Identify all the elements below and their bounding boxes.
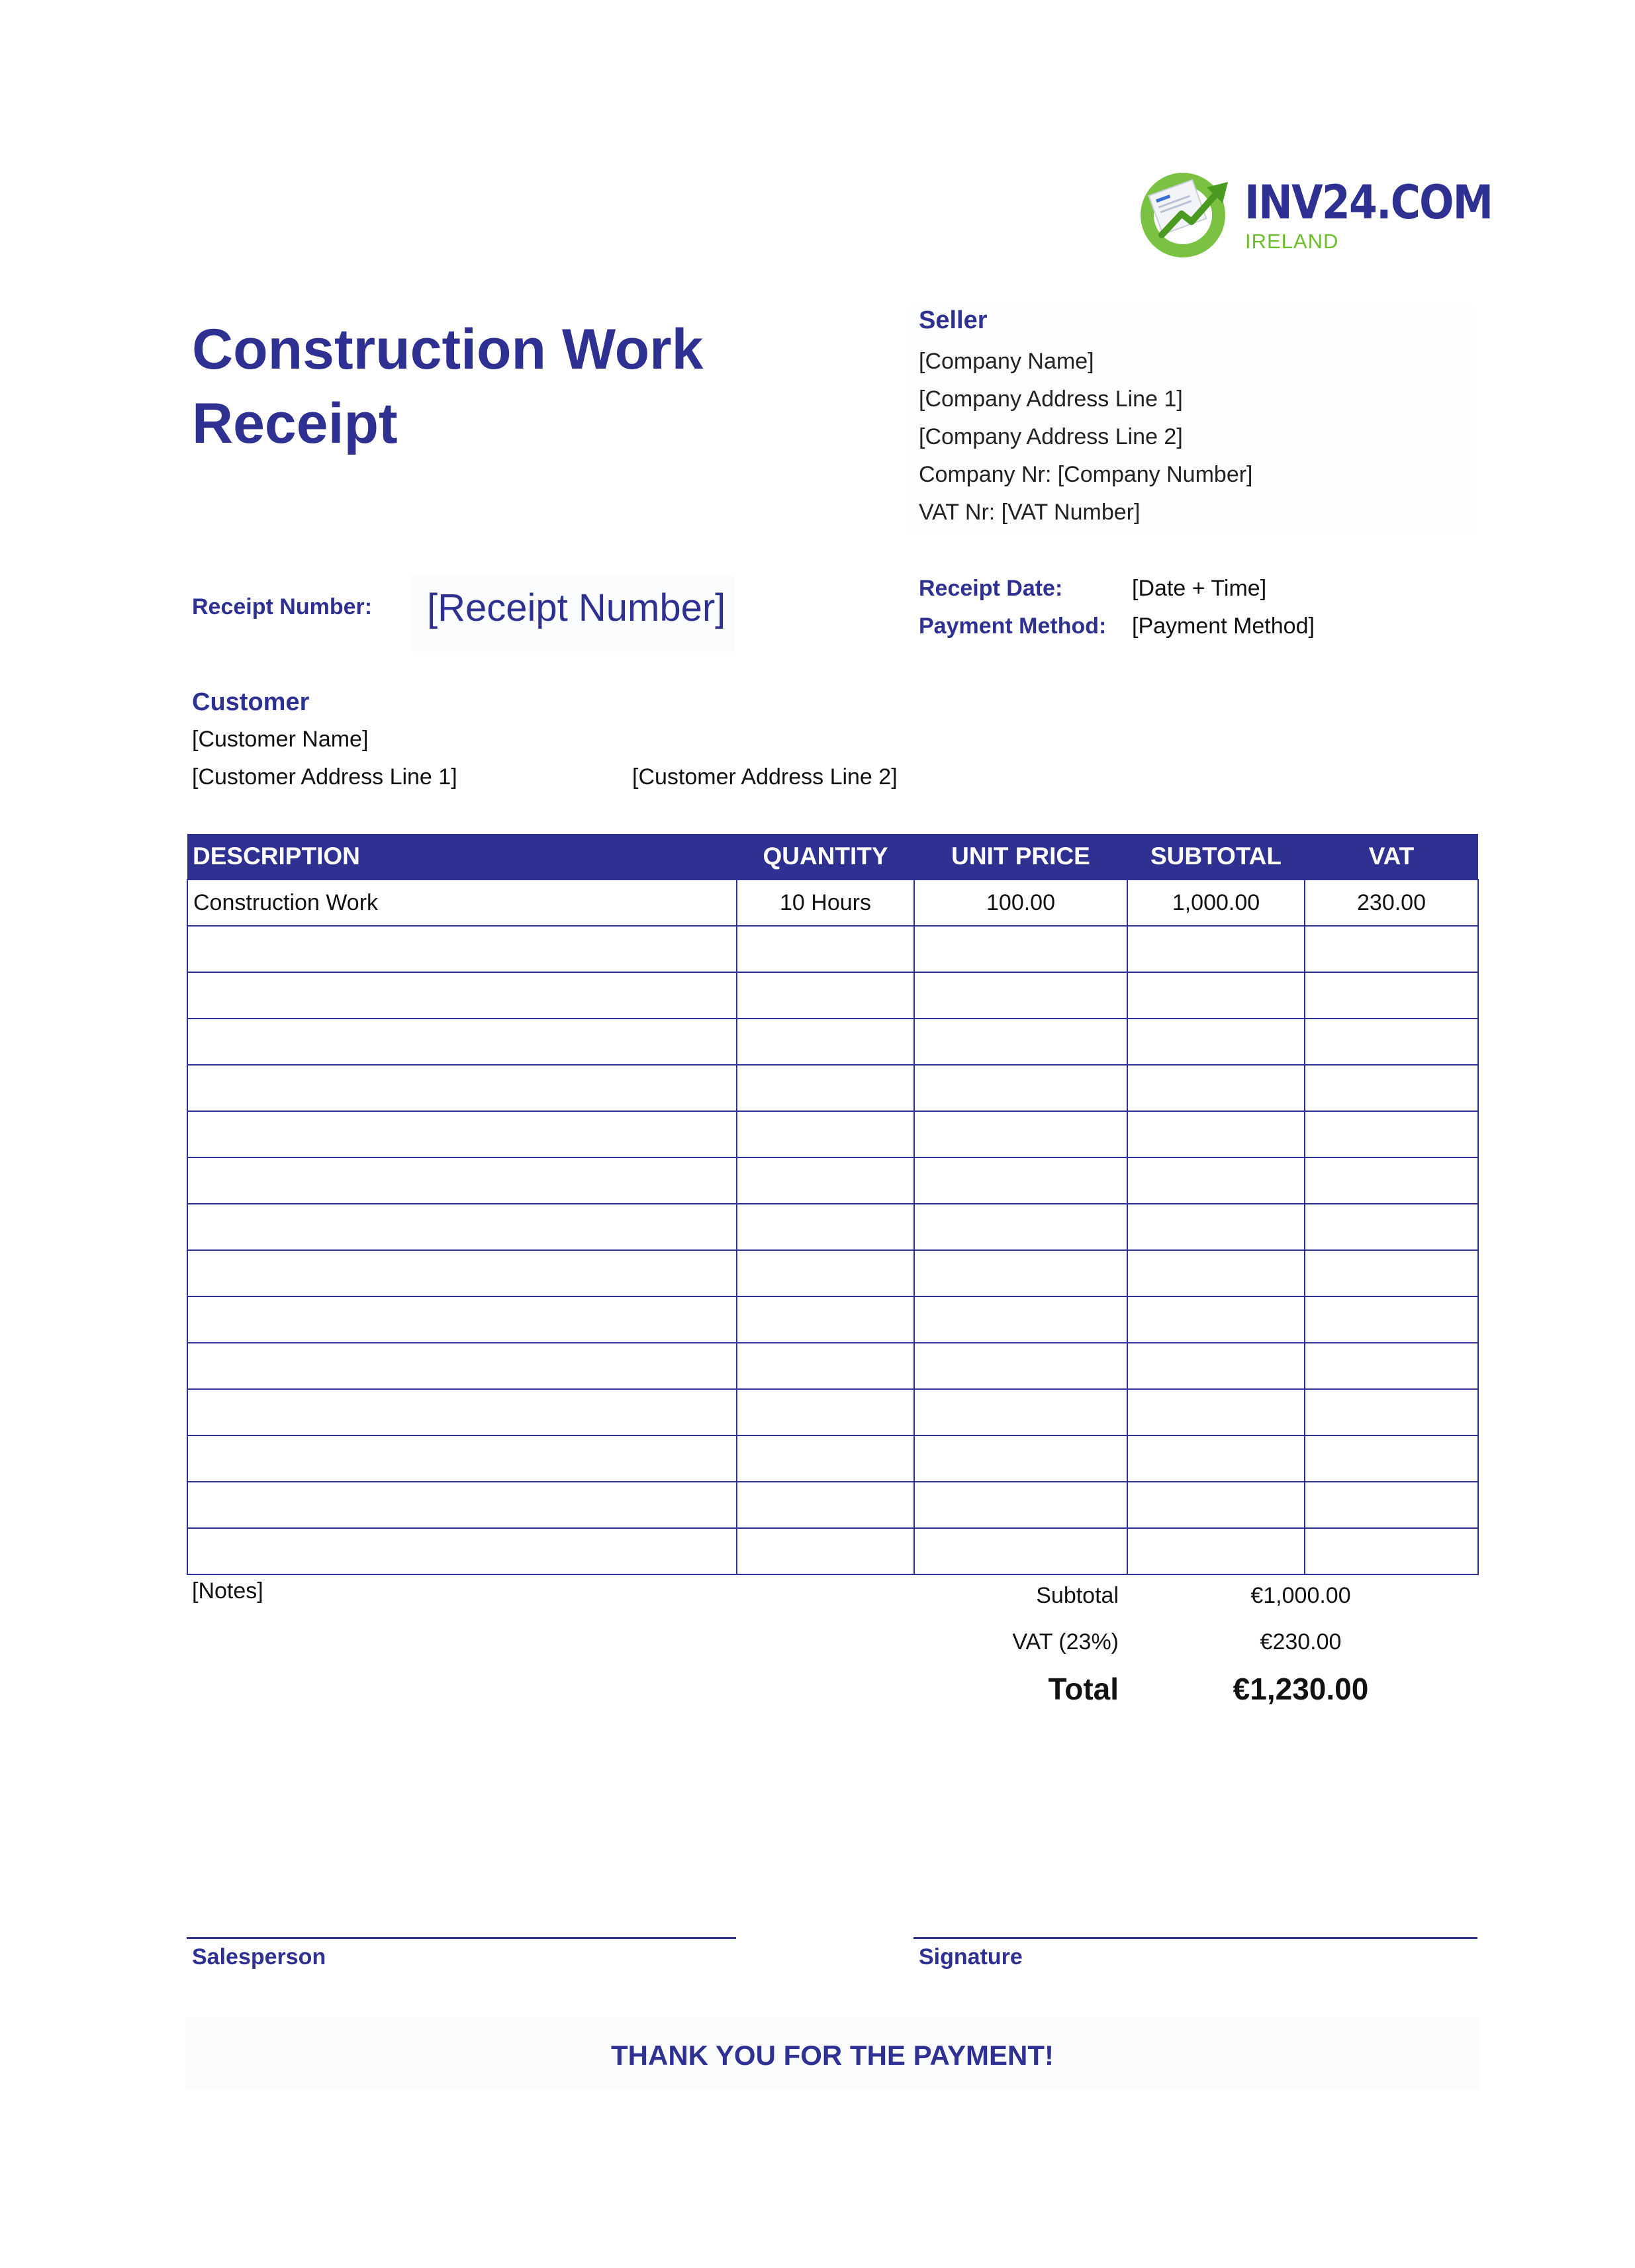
- logo-brand: INV24.COM: [1244, 175, 1493, 230]
- cell-quantity: [737, 1111, 914, 1157]
- cell-description: [187, 1435, 737, 1482]
- cell-vat: 230.00: [1305, 880, 1478, 926]
- cell-unit-price: [914, 926, 1127, 972]
- seller-heading: Seller: [919, 306, 988, 334]
- table-row: [187, 1435, 1478, 1482]
- cell-subtotal: [1127, 1157, 1305, 1204]
- salesperson-label: Salesperson: [192, 1944, 326, 1970]
- cell-description: [187, 1250, 737, 1296]
- cell-quantity: [737, 1019, 914, 1065]
- cell-unit-price: [914, 1435, 1127, 1482]
- seller-vat-number: VAT Nr: [VAT Number]: [919, 500, 1141, 525]
- column-header-description: DESCRIPTION: [187, 834, 737, 880]
- cell-description: [187, 1482, 737, 1528]
- receipt-date-label: Receipt Date:: [919, 576, 1063, 601]
- cell-vat: [1305, 972, 1478, 1019]
- payment-method-value: [Payment Method]: [1132, 613, 1315, 639]
- table-row: [187, 1389, 1478, 1435]
- cell-subtotal: [1127, 1204, 1305, 1250]
- cell-subtotal: [1127, 1019, 1305, 1065]
- seller-address-1: [Company Address Line 1]: [919, 386, 1183, 412]
- cell-unit-price: [914, 1389, 1127, 1435]
- cell-vat: [1305, 1157, 1478, 1204]
- cell-unit-price: [914, 1019, 1127, 1065]
- cell-description: Construction Work: [187, 880, 737, 926]
- cell-vat: [1305, 1389, 1478, 1435]
- cell-unit-price: [914, 1250, 1127, 1296]
- cell-quantity: [737, 1528, 914, 1574]
- thank-you-message: THANK YOU FOR THE PAYMENT!: [611, 2040, 1054, 2071]
- logo-emblem-icon: [1135, 162, 1241, 261]
- page-title: Construction Work Receipt: [192, 318, 704, 455]
- table-row: [187, 1250, 1478, 1296]
- cell-description: [187, 1528, 737, 1574]
- cell-vat: [1305, 1343, 1478, 1389]
- items-table: [187, 834, 1479, 1575]
- table-row: [187, 972, 1478, 1019]
- notes: [Notes]: [192, 1578, 263, 1604]
- cell-description: [187, 1389, 737, 1435]
- table-header-row: [187, 834, 1478, 880]
- table-row: [187, 1528, 1478, 1574]
- receipt-number-value: [Receipt Number]: [427, 586, 726, 629]
- table-row: [187, 1343, 1478, 1389]
- cell-unit-price: [914, 1482, 1127, 1528]
- table-row: [187, 1296, 1478, 1343]
- cell-unit-price: [914, 1296, 1127, 1343]
- cell-subtotal: [1127, 1389, 1305, 1435]
- seller-company-name: [Company Name]: [919, 349, 1094, 374]
- customer-name: [Customer Name]: [192, 727, 369, 752]
- total-value: €1,230.00: [1233, 1672, 1369, 1706]
- cell-subtotal: [1127, 1111, 1305, 1157]
- receipt-number-label: Receipt Number:: [192, 594, 373, 619]
- cell-subtotal: [1127, 1435, 1305, 1482]
- column-header-quantity: QUANTITY: [737, 834, 914, 880]
- cell-unit-price: [914, 972, 1127, 1019]
- cell-description: [187, 1343, 737, 1389]
- cell-vat: [1305, 1111, 1478, 1157]
- cell-quantity: [737, 1389, 914, 1435]
- cell-unit-price: [914, 1528, 1127, 1574]
- cell-vat: [1305, 1482, 1478, 1528]
- table-row: [187, 880, 1478, 926]
- customer-address-1: [Customer Address Line 1]: [192, 764, 457, 790]
- vat-value: €230.00: [1260, 1629, 1342, 1655]
- cell-subtotal: [1127, 1065, 1305, 1111]
- cell-vat: [1305, 1296, 1478, 1343]
- cell-unit-price: 100.00: [914, 880, 1127, 926]
- cell-quantity: [737, 1157, 914, 1204]
- cell-description: [187, 926, 737, 972]
- receipt-date-value: [Date + Time]: [1132, 576, 1267, 601]
- salesperson-line: [187, 1937, 736, 1939]
- table-row: [187, 1111, 1478, 1157]
- cell-unit-price: [914, 1343, 1127, 1389]
- seller-address-2: [Company Address Line 2]: [919, 424, 1183, 449]
- cell-subtotal: [1127, 926, 1305, 972]
- subtotal-label: Subtotal: [1036, 1583, 1119, 1608]
- cell-vat: [1305, 1250, 1478, 1296]
- cell-quantity: [737, 1250, 914, 1296]
- cell-description: [187, 1111, 737, 1157]
- cell-quantity: 10 Hours: [737, 880, 914, 926]
- cell-subtotal: [1127, 1343, 1305, 1389]
- customer-address-2: [Customer Address Line 2]: [632, 764, 898, 790]
- cell-vat: [1305, 1435, 1478, 1482]
- cell-subtotal: [1127, 1250, 1305, 1296]
- customer-heading: Customer: [192, 688, 310, 716]
- cell-quantity: [737, 1065, 914, 1111]
- cell-quantity: [737, 1482, 914, 1528]
- cell-vat: [1305, 1065, 1478, 1111]
- cell-description: [187, 1065, 737, 1111]
- table-row: [187, 1019, 1478, 1065]
- cell-vat: [1305, 1019, 1478, 1065]
- vat-label: VAT (23%): [1012, 1629, 1119, 1655]
- cell-subtotal: [1127, 1296, 1305, 1343]
- subtotal-value: €1,000.00: [1250, 1583, 1351, 1608]
- column-header-subtotal: SUBTOTAL: [1127, 834, 1305, 880]
- cell-quantity: [737, 1204, 914, 1250]
- cell-subtotal: [1127, 1482, 1305, 1528]
- cell-unit-price: [914, 1065, 1127, 1111]
- signature-label: Signature: [919, 1944, 1023, 1970]
- table-body: [187, 880, 1478, 1574]
- payment-method-label: Payment Method:: [919, 613, 1107, 639]
- cell-quantity: [737, 1296, 914, 1343]
- seller-company-number: Company Nr: [Company Number]: [919, 462, 1253, 487]
- seller-block: [907, 306, 1476, 535]
- logo-country: IRELAND: [1245, 230, 1339, 253]
- cell-unit-price: [914, 1204, 1127, 1250]
- table-row: [187, 926, 1478, 972]
- table-row: [187, 1157, 1478, 1204]
- cell-subtotal: [1127, 972, 1305, 1019]
- cell-description: [187, 1019, 737, 1065]
- cell-unit-price: [914, 1111, 1127, 1157]
- cell-vat: [1305, 1528, 1478, 1574]
- cell-quantity: [737, 972, 914, 1019]
- table-row: [187, 1204, 1478, 1250]
- total-label: Total: [1048, 1672, 1119, 1706]
- column-header-vat: VAT: [1305, 834, 1478, 880]
- cell-subtotal: [1127, 1528, 1305, 1574]
- table-row: [187, 1065, 1478, 1111]
- cell-vat: [1305, 1204, 1478, 1250]
- company-logo: [1135, 162, 1493, 261]
- cell-unit-price: [914, 1157, 1127, 1204]
- cell-quantity: [737, 1343, 914, 1389]
- column-header-unit-price: UNIT PRICE: [914, 834, 1127, 880]
- cell-vat: [1305, 926, 1478, 972]
- cell-quantity: [737, 1435, 914, 1482]
- cell-description: [187, 972, 737, 1019]
- signature-line: [913, 1937, 1477, 1939]
- cell-description: [187, 1157, 737, 1204]
- cell-quantity: [737, 926, 914, 972]
- cell-description: [187, 1296, 737, 1343]
- cell-description: [187, 1204, 737, 1250]
- cell-subtotal: 1,000.00: [1127, 880, 1305, 926]
- table-row: [187, 1482, 1478, 1528]
